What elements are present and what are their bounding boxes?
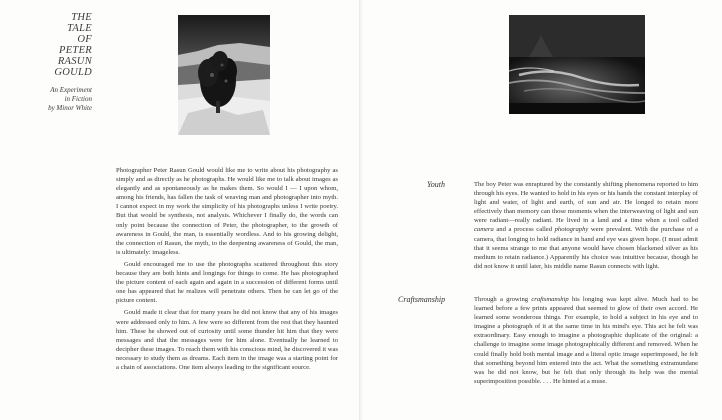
- text-run: his longing was kept alive. Much had to be learned before a few prints appeared that seemed to glow of their own accord. He learned some wonderous things. For example, to hold a subject in his eye and to imagine a photograph of it at the same time in his mind's eye. This act he felt was extraordinary. Easy enough to imagine a photographic duplicate of the original: a challenge to imagine some image photographically different and removed. When he could finally hold both mental image and a literal optic image superimposed, he felt that something beyond him entered into the act. What the something extramundane was he did not know, but he felt that only through its help was the mental superimposition possible. . . . He hinted at a muse.: [474, 296, 698, 385]
- paragraph: [474, 295, 698, 386]
- paragraph: Gould made it clear that for many years he did not know that any of his images were addressed only to him. A few were so different from the rest that they haunted him. These he showed out of curiosity until some thunder hit him that they were messages and that the messages were for him alone. Eventually he learned to decipher these images. To reach them with his conscious mind, he discovered it was necessary to study them as dreams. Each item in the image was a starting point for a chain of associations. One item always leading to the significant source.: [116, 309, 338, 371]
- text-run: The boy Peter was enraptured by the constantly shifting phenomena reported to him through his eyes. He wanted to hold in his eyes or his hands the constant interplay of light and water, of light and earth, of sun and air. He longed to retain more effectively than memory can those moments when the interweaving of light and sun were radiant—really radiant. He lived in a land and a time when a tool called: [474, 181, 698, 225]
- paragraph: Gould encouraged me to use the photographs scattered throughout this story because they are both hints and longings for things to come. He has photographed the picture content of each again and again in a succession of different forms until one has appeared that he realizes will penetrate others. Then he can let go of the picture content.: [116, 260, 338, 305]
- craftsmanship-body-text: [474, 295, 698, 389]
- juniper-photo: [178, 15, 270, 135]
- seascape-photo: [509, 15, 645, 114]
- subtitle-line: An Experiment: [50, 86, 92, 94]
- youth-body-text: [474, 180, 698, 274]
- title-line: PETER: [59, 45, 92, 56]
- section-heading-craftsmanship: Craftsmanship: [398, 295, 446, 304]
- left-page: [0, 0, 360, 420]
- title-line: TALE: [67, 23, 92, 34]
- title-line: THE: [71, 12, 92, 23]
- story-title: [20, 12, 92, 78]
- emphasis: photography: [554, 226, 589, 234]
- paragraph: [474, 180, 698, 271]
- left-body-text: [116, 166, 338, 375]
- section-heading-youth: Youth: [427, 180, 445, 189]
- emphasis: camera: [474, 226, 494, 234]
- story-subtitle: [14, 86, 92, 113]
- seascape-photo-image: [509, 15, 645, 114]
- text-run: Through a growing: [474, 296, 532, 303]
- title-line: RASUN: [57, 56, 92, 67]
- text-run: and a process called: [493, 226, 555, 234]
- emphasis: craftsmanship: [531, 296, 569, 303]
- title-line: OF: [77, 34, 92, 45]
- subtitle-line: in Fiction: [64, 95, 92, 103]
- juniper-photo-image: [178, 15, 270, 135]
- subtitle-line: by Minor White: [48, 104, 92, 112]
- text-run: were prevalent. With the purchase of a camera, that longing to hold radiance in hand and eye was given hope. (I must admit that it seems strange to me that anyone would have chosen blackened silver as his medium to retain radiance.) Apparently his choice was intuitive because, though he did not know it until later, his middle name Rasun connects with light.: [474, 226, 698, 270]
- title-line: GOULD: [54, 67, 92, 78]
- paragraph: Photographer Peter Rasun Gould would like me to write about his photography as simply and as directly as he photographs. He would like me to talk about images as elegantly and as spontaneously as he makes them. So would I — I upon whom, among his friends, has fallen the task of weaving man and photographer into myth. I cannot expect in my work the simplicity of his photographs unless I write poetry. But that would be synthesis, not analysis. Whichever I finally do, the words can only point because the connection of Peter, the photographer, to the growth of awareness in Gould, the man, is essentially wordless. And to his growing delight, the connection of Rasun, the myth, to the deepening awareness of Gould, the man, is ultimately: imageless.: [116, 167, 338, 256]
